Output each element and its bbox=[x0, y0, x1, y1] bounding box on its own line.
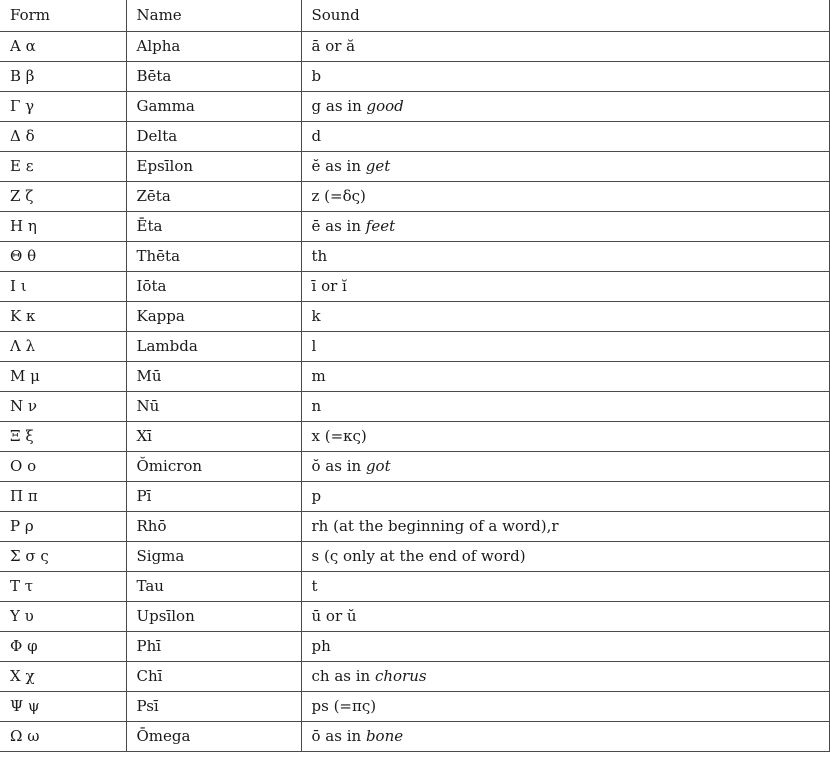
cell-form: Ρ ρ bbox=[0, 511, 126, 541]
cell-sound bbox=[301, 301, 829, 331]
cell-sound bbox=[301, 661, 829, 691]
sound-text: l bbox=[311, 337, 317, 355]
cell-name: Rhō bbox=[126, 511, 301, 541]
cell-name: Alpha bbox=[126, 31, 301, 61]
cell-name: Bēta bbox=[126, 61, 301, 91]
cell-sound bbox=[301, 721, 829, 751]
cell-sound bbox=[301, 631, 829, 661]
table-row bbox=[0, 331, 829, 361]
cell-name: Kappa bbox=[126, 301, 301, 331]
cell-form: Χ χ bbox=[0, 661, 126, 691]
sound-text: ū or ŭ bbox=[311, 607, 357, 625]
sound-text: ĕ as in bbox=[311, 157, 366, 175]
cell-form: Θ θ bbox=[0, 241, 126, 271]
sound-text: ā or ă bbox=[311, 37, 356, 55]
cell-sound bbox=[301, 241, 829, 271]
sound-text: d bbox=[311, 127, 322, 145]
sound-text: k bbox=[311, 307, 321, 325]
cell-sound bbox=[301, 691, 829, 721]
cell-form: Υ υ bbox=[0, 601, 126, 631]
cell-form: Β β bbox=[0, 61, 126, 91]
table-row bbox=[0, 601, 829, 631]
cell-form: Ι ι bbox=[0, 271, 126, 301]
sound-example-word: get bbox=[365, 157, 391, 175]
cell-sound bbox=[301, 391, 829, 421]
table-row bbox=[0, 421, 829, 451]
cell-sound bbox=[301, 91, 829, 121]
cell-form: Γ γ bbox=[0, 91, 126, 121]
header-sound: Sound bbox=[301, 0, 829, 31]
sound-text: m bbox=[311, 367, 326, 385]
cell-name: Ēta bbox=[126, 211, 301, 241]
cell-sound bbox=[301, 271, 829, 301]
cell-sound bbox=[301, 541, 829, 571]
sound-text: g as in bbox=[311, 97, 367, 115]
cell-name: Pī bbox=[126, 481, 301, 511]
table-row bbox=[0, 211, 829, 241]
sound-text: z (=δς) bbox=[311, 187, 366, 205]
cell-form: Φ φ bbox=[0, 631, 126, 661]
cell-sound bbox=[301, 361, 829, 391]
cell-sound bbox=[301, 31, 829, 61]
sound-text: n bbox=[311, 397, 322, 415]
cell-sound bbox=[301, 121, 829, 151]
sound-text: ps (=πς) bbox=[311, 697, 377, 715]
sound-text: ph bbox=[311, 637, 331, 655]
cell-form: Η η bbox=[0, 211, 126, 241]
table-header bbox=[0, 0, 829, 31]
cell-form: Ε ε bbox=[0, 151, 126, 181]
table-row bbox=[0, 91, 829, 121]
cell-name: Ōmega bbox=[126, 721, 301, 751]
cell-sound bbox=[301, 511, 829, 541]
cell-name: Iōta bbox=[126, 271, 301, 301]
table-row bbox=[0, 541, 829, 571]
cell-name: Lambda bbox=[126, 331, 301, 361]
cell-name: Epsīlon bbox=[126, 151, 301, 181]
cell-sound bbox=[301, 601, 829, 631]
table-row bbox=[0, 361, 829, 391]
sound-text: ī or ĭ bbox=[311, 277, 347, 295]
cell-sound bbox=[301, 571, 829, 601]
cell-name: Psī bbox=[126, 691, 301, 721]
table-row bbox=[0, 241, 829, 271]
table-row bbox=[0, 511, 829, 541]
cell-sound bbox=[301, 481, 829, 511]
sound-text: b bbox=[311, 67, 322, 85]
table-row bbox=[0, 691, 829, 721]
table-row bbox=[0, 661, 829, 691]
cell-name: Gamma bbox=[126, 91, 301, 121]
header-row bbox=[0, 0, 829, 31]
cell-form: Τ τ bbox=[0, 571, 126, 601]
cell-name: Zēta bbox=[126, 181, 301, 211]
cell-name: Xī bbox=[126, 421, 301, 451]
cell-name: Ŏmicron bbox=[126, 451, 301, 481]
cell-sound bbox=[301, 421, 829, 451]
cell-name: Chī bbox=[126, 661, 301, 691]
sound-text: ō as in bbox=[311, 727, 366, 745]
sound-text: ch as in bbox=[311, 667, 375, 685]
sound-example-word: bone bbox=[365, 727, 404, 745]
cell-sound bbox=[301, 211, 829, 241]
cell-name: Upsīlon bbox=[126, 601, 301, 631]
table-row bbox=[0, 151, 829, 181]
cell-form: Ψ ψ bbox=[0, 691, 126, 721]
table-row bbox=[0, 181, 829, 211]
table-row bbox=[0, 631, 829, 661]
cell-form: Ν ν bbox=[0, 391, 126, 421]
sound-example-word: got bbox=[365, 457, 391, 475]
cell-form: Δ δ bbox=[0, 121, 126, 151]
cell-form: Α α bbox=[0, 31, 126, 61]
cell-form: Ζ ζ bbox=[0, 181, 126, 211]
header-form: Form bbox=[0, 0, 126, 31]
cell-sound bbox=[301, 61, 829, 91]
table-row bbox=[0, 571, 829, 601]
table-row bbox=[0, 121, 829, 151]
cell-name: Delta bbox=[126, 121, 301, 151]
sound-text: s (ς only at the end of word) bbox=[311, 547, 526, 565]
sound-text: rh (at the beginning of a word),r bbox=[311, 517, 559, 535]
cell-name: Tau bbox=[126, 571, 301, 601]
cell-name: Phī bbox=[126, 631, 301, 661]
table-row bbox=[0, 31, 829, 61]
table-row bbox=[0, 301, 829, 331]
cell-name: Sigma bbox=[126, 541, 301, 571]
cell-form: Ξ ξ bbox=[0, 421, 126, 451]
sound-text: t bbox=[311, 577, 318, 595]
table-row bbox=[0, 271, 829, 301]
cell-sound bbox=[301, 331, 829, 361]
sound-text: x (=κς) bbox=[311, 427, 367, 445]
sound-example-word: chorus bbox=[374, 667, 427, 685]
header-name: Name bbox=[126, 0, 301, 31]
sound-text: ŏ as in bbox=[311, 457, 366, 475]
table-row bbox=[0, 61, 829, 91]
sound-text: p bbox=[311, 487, 322, 505]
cell-name: Thēta bbox=[126, 241, 301, 271]
table-row bbox=[0, 481, 829, 511]
cell-form: Κ κ bbox=[0, 301, 126, 331]
cell-sound bbox=[301, 151, 829, 181]
cell-form: Σ σ ς bbox=[0, 541, 126, 571]
sound-text: th bbox=[311, 247, 328, 265]
sound-example-word: good bbox=[366, 97, 404, 115]
cell-form: Ο ο bbox=[0, 451, 126, 481]
table-row bbox=[0, 391, 829, 421]
cell-form: Μ μ bbox=[0, 361, 126, 391]
cell-form: Π π bbox=[0, 481, 126, 511]
table-row bbox=[0, 451, 829, 481]
cell-form: Λ λ bbox=[0, 331, 126, 361]
cell-sound bbox=[301, 451, 829, 481]
cell-sound bbox=[301, 181, 829, 211]
sound-text: ē as in bbox=[311, 217, 366, 235]
sound-example-word: feet bbox=[365, 217, 396, 235]
table-row bbox=[0, 721, 829, 751]
cell-form: Ω ω bbox=[0, 721, 126, 751]
cell-name: Nū bbox=[126, 391, 301, 421]
cell-name: Mū bbox=[126, 361, 301, 391]
table-body bbox=[0, 31, 829, 751]
